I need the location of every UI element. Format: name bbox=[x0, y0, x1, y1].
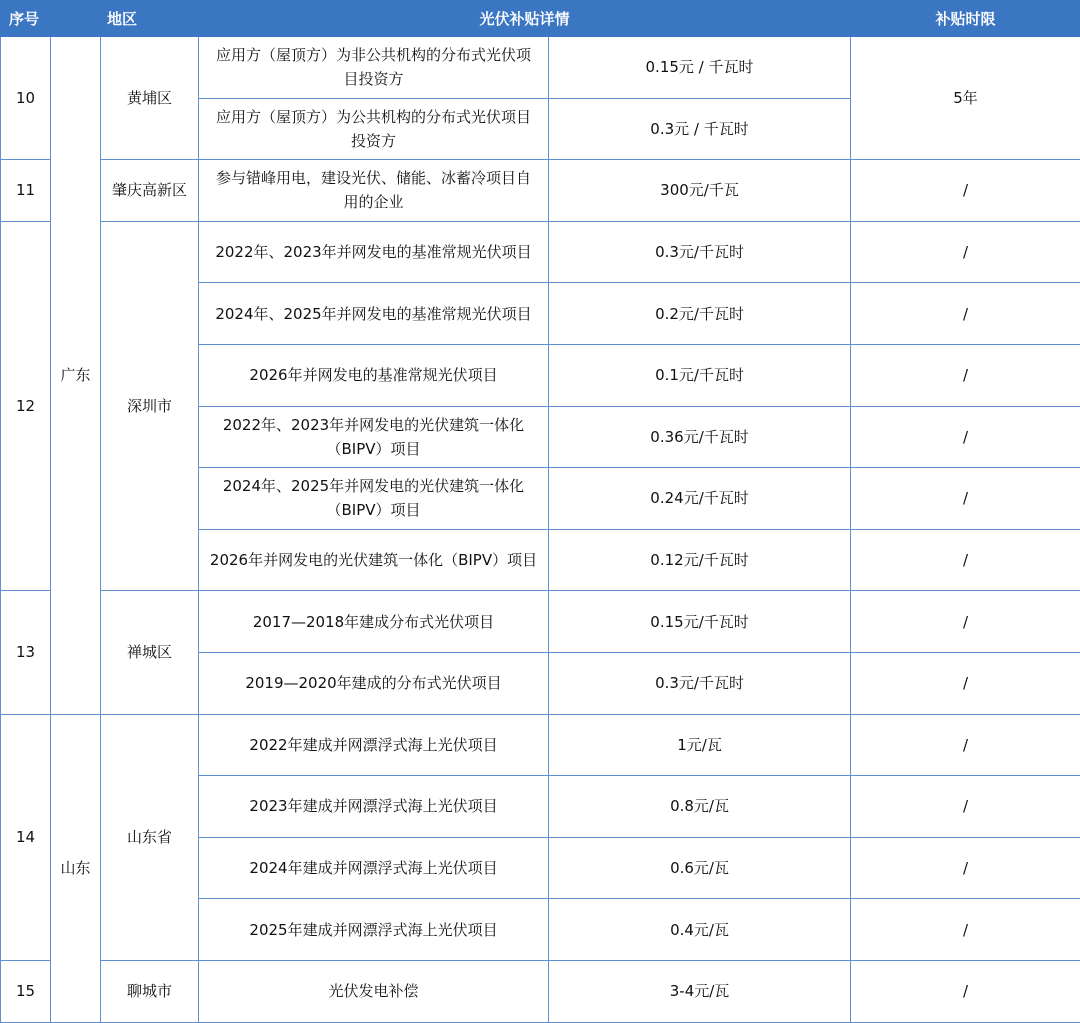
amount-cell: 0.8元/瓦 bbox=[549, 776, 851, 838]
detail-cell: 2022年、2023年并网发电的基准常规光伏项目 bbox=[199, 221, 549, 283]
amount-cell: 0.3元/千瓦时 bbox=[549, 652, 851, 714]
detail-cell: 光伏发电补偿 bbox=[199, 960, 549, 1022]
amount-cell: 300元/千瓦 bbox=[549, 160, 851, 222]
region-cell: 聊城市 bbox=[101, 960, 199, 1022]
detail-cell: 2022年建成并网漂浮式海上光伏项目 bbox=[199, 714, 549, 776]
amount-cell: 0.3元 / 千瓦时 bbox=[549, 98, 851, 160]
detail-cell: 2022年、2023年并网发电的光伏建筑一体化（BIPV）项目 bbox=[199, 406, 549, 468]
period-cell: / bbox=[851, 406, 1080, 468]
table-row bbox=[1, 37, 1080, 99]
header-row bbox=[1, 1, 1080, 37]
row-number: 15 bbox=[1, 960, 51, 1022]
period-cell: / bbox=[851, 529, 1080, 591]
period-cell: / bbox=[851, 899, 1080, 961]
region-cell: 肇庆高新区 bbox=[101, 160, 199, 222]
detail-cell: 2024年、2025年并网发电的光伏建筑一体化（BIPV）项目 bbox=[199, 468, 549, 530]
amount-cell: 3-4元/瓦 bbox=[549, 960, 851, 1022]
period-cell: / bbox=[851, 344, 1080, 406]
detail-cell: 参与错峰用电，建设光伏、储能、冰蓄冷项目自用的企业 bbox=[199, 160, 549, 222]
region-cell: 山东省 bbox=[101, 714, 199, 960]
amount-cell: 0.2元/千瓦时 bbox=[549, 283, 851, 345]
detail-cell: 应用方（屋顶方）为非公共机构的分布式光伏项目投资方 bbox=[199, 37, 549, 99]
table-row bbox=[1, 960, 1080, 1022]
period-cell: / bbox=[851, 160, 1080, 222]
amount-cell: 1元/瓦 bbox=[549, 714, 851, 776]
province-cell: 广东 bbox=[51, 37, 101, 715]
row-number: 12 bbox=[1, 221, 51, 591]
col-header-period: 补贴时限 bbox=[851, 1, 1080, 37]
detail-cell: 2024年、2025年并网发电的基准常规光伏项目 bbox=[199, 283, 549, 345]
amount-cell: 0.4元/瓦 bbox=[549, 899, 851, 961]
period-cell: 5年 bbox=[851, 37, 1080, 160]
table-row bbox=[1, 221, 1080, 283]
detail-cell: 2025年建成并网漂浮式海上光伏项目 bbox=[199, 899, 549, 961]
period-cell: / bbox=[851, 960, 1080, 1022]
region-cell: 黄埔区 bbox=[101, 37, 199, 160]
col-header-detail: 光伏补贴详情 bbox=[199, 1, 851, 37]
row-number: 13 bbox=[1, 591, 51, 714]
period-cell: / bbox=[851, 652, 1080, 714]
row-number: 14 bbox=[1, 714, 51, 960]
amount-cell: 0.1元/千瓦时 bbox=[549, 344, 851, 406]
detail-cell: 2026年并网发电的基准常规光伏项目 bbox=[199, 344, 549, 406]
detail-cell: 2019—2020年建成的分布式光伏项目 bbox=[199, 652, 549, 714]
period-cell: / bbox=[851, 468, 1080, 530]
detail-cell: 2026年并网发电的光伏建筑一体化（BIPV）项目 bbox=[199, 529, 549, 591]
table-row bbox=[1, 714, 1080, 776]
row-number: 11 bbox=[1, 160, 51, 222]
period-cell: / bbox=[851, 776, 1080, 838]
col-header-region: 地区 bbox=[51, 1, 199, 37]
col-header-no: 序号 bbox=[1, 1, 51, 37]
period-cell: / bbox=[851, 591, 1080, 653]
table-row bbox=[1, 591, 1080, 653]
period-cell: / bbox=[851, 221, 1080, 283]
region-cell: 深圳市 bbox=[101, 221, 199, 591]
detail-cell: 2017—2018年建成分布式光伏项目 bbox=[199, 591, 549, 653]
row-number: 10 bbox=[1, 37, 51, 160]
amount-cell: 0.24元/千瓦时 bbox=[549, 468, 851, 530]
amount-cell: 0.15元 / 千瓦时 bbox=[549, 37, 851, 99]
table-row bbox=[1, 160, 1080, 222]
amount-cell: 0.12元/千瓦时 bbox=[549, 529, 851, 591]
province-cell: 山东 bbox=[51, 714, 101, 1022]
detail-cell: 2024年建成并网漂浮式海上光伏项目 bbox=[199, 837, 549, 899]
amount-cell: 0.3元/千瓦时 bbox=[549, 221, 851, 283]
period-cell: / bbox=[851, 283, 1080, 345]
amount-cell: 0.6元/瓦 bbox=[549, 837, 851, 899]
amount-cell: 0.15元/千瓦时 bbox=[549, 591, 851, 653]
detail-cell: 2023年建成并网漂浮式海上光伏项目 bbox=[199, 776, 549, 838]
period-cell: / bbox=[851, 714, 1080, 776]
region-cell: 禅城区 bbox=[101, 591, 199, 714]
amount-cell: 0.36元/千瓦时 bbox=[549, 406, 851, 468]
period-cell: / bbox=[851, 837, 1080, 899]
detail-cell: 应用方（屋顶方）为公共机构的分布式光伏项目投资方 bbox=[199, 98, 549, 160]
